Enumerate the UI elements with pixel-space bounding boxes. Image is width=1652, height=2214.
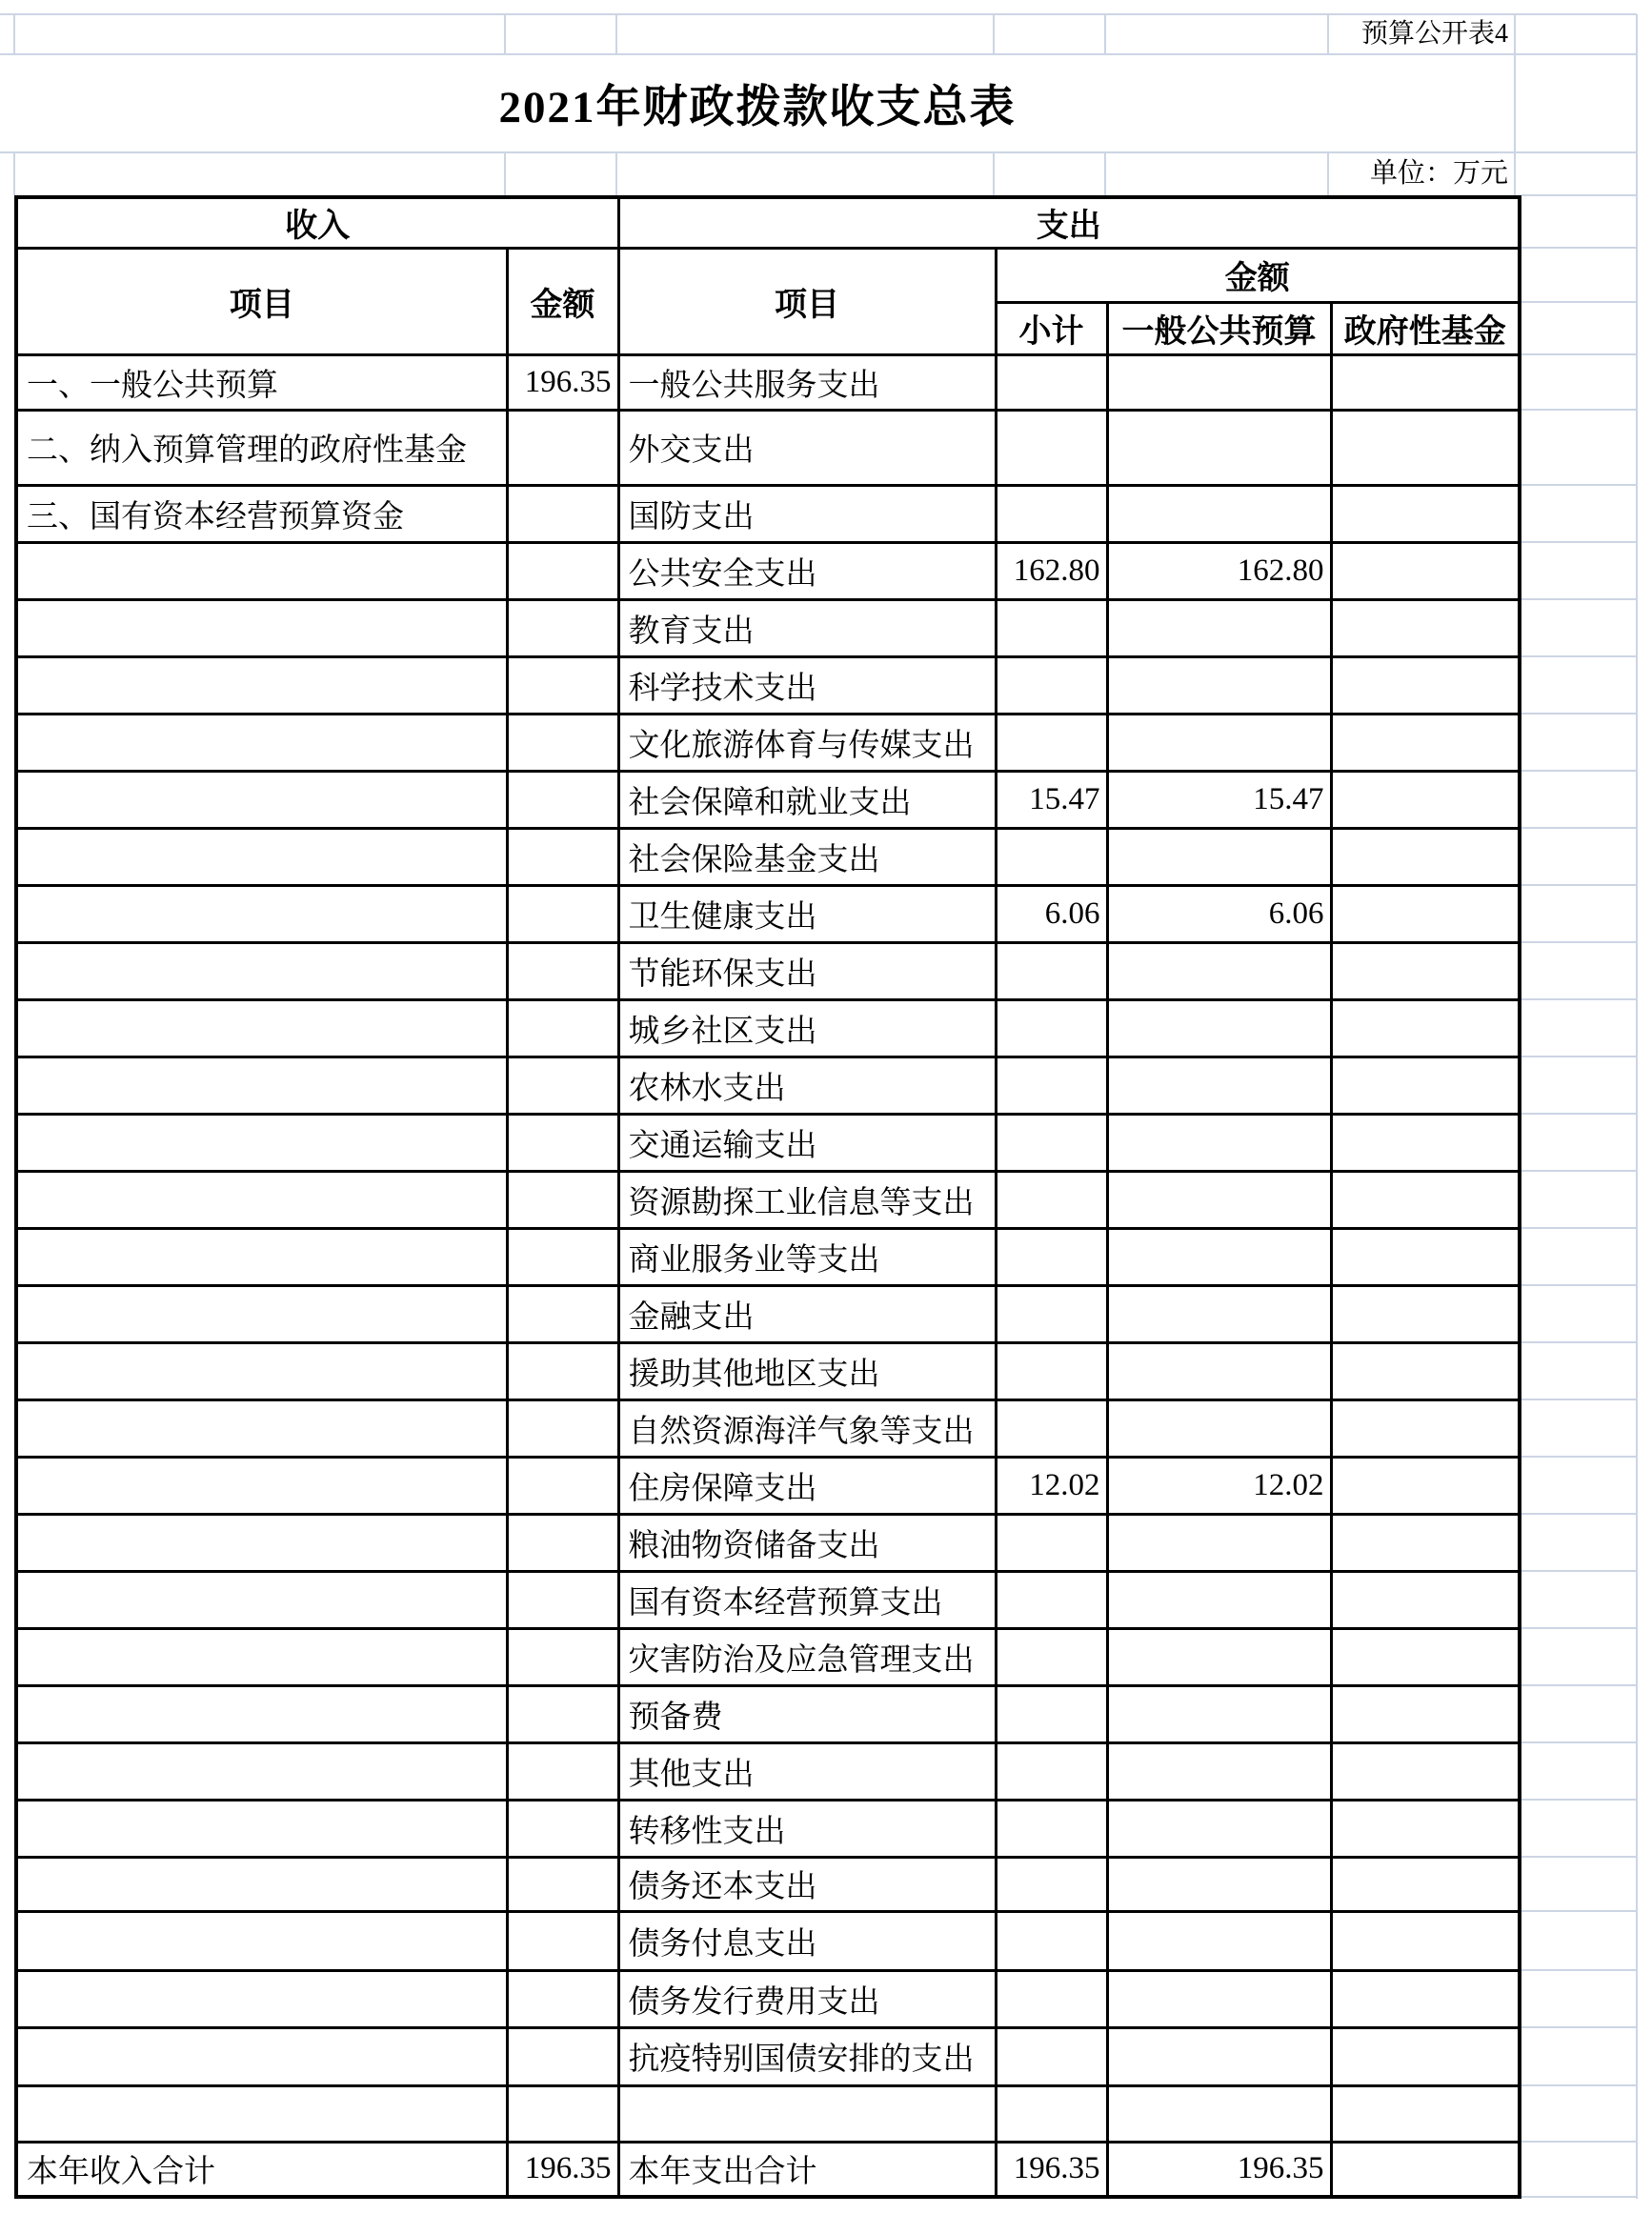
expenditure-item-cell: 债务发行费用支出 (618, 1970, 996, 2027)
subtotal-cell (996, 1685, 1107, 1742)
expenditure-item-cell: 灾害防治及应急管理支出 (618, 1628, 996, 1685)
general-public-budget-cell (1107, 1285, 1331, 1342)
revenue-item-cell (16, 1571, 507, 1628)
government-fund-cell (1331, 999, 1520, 1057)
revenue-amount-cell (507, 1285, 618, 1342)
revenue-item-cell (16, 828, 507, 885)
subtotal-cell (996, 1514, 1107, 1571)
general-public-budget-cell: 196.35 (1107, 2142, 1331, 2197)
general-public-budget-cell (1107, 1800, 1331, 1857)
revenue-item-cell (16, 885, 507, 942)
gridline-v (13, 152, 15, 195)
gridline-v (1327, 152, 1329, 195)
table-row (16, 828, 1520, 885)
government-fund-cell (1331, 1457, 1520, 1514)
government-fund-cell (1331, 2142, 1520, 2197)
gridline-v (615, 14, 617, 54)
revenue-item-cell: 三、国有资本经营预算资金 (16, 485, 507, 542)
revenue-item-cell (16, 2027, 507, 2085)
expenditure-item-cell: 国防支出 (618, 485, 996, 542)
table-row (16, 599, 1520, 656)
revenue-item-cell (16, 1057, 507, 1114)
subtotal-cell (996, 354, 1107, 410)
gridline-v (1514, 152, 1516, 195)
expenditure-item-cell: 一般公共服务支出 (618, 354, 996, 410)
government-fund-cell (1331, 656, 1520, 714)
gridline-v (504, 152, 506, 195)
gridline-v (1104, 152, 1106, 195)
subtotal-cell (996, 1628, 1107, 1685)
revenue-amount-cell (507, 771, 618, 828)
table-row (16, 542, 1520, 599)
revenue-amount-cell (507, 714, 618, 771)
revenue-amount-cell (507, 542, 618, 599)
general-public-budget-cell (1107, 1399, 1331, 1457)
gridline-h (1521, 1056, 1637, 1057)
general-public-budget-cell (1107, 942, 1331, 999)
government-fund-cell (1331, 1857, 1520, 1911)
header-row-columns (16, 248, 1520, 302)
table-row (16, 1970, 1520, 2027)
general-public-budget-cell (1107, 1911, 1331, 1970)
revenue-amount-cell (507, 1911, 618, 1970)
revenue-amount-cell (507, 1171, 618, 1228)
gridline-h (0, 13, 1637, 15)
government-fund-cell (1331, 485, 1520, 542)
gridline-v (1636, 14, 1638, 2199)
expenditure-item-cell: 卫生健康支出 (618, 885, 996, 942)
revenue-amount-cell (507, 1342, 618, 1399)
subtotal-cell (996, 1970, 1107, 2027)
gridline-h (1521, 1284, 1637, 1286)
report-title: 2021年财政拨款收支总表 (498, 83, 1017, 132)
government-fund-cell (1331, 599, 1520, 656)
gridline-v (615, 152, 617, 195)
subtotal-cell (996, 485, 1107, 542)
government-fund-cell (1331, 1285, 1520, 1342)
expenditure-item-cell: 农林水支出 (618, 1057, 996, 1114)
expenditure-item-cell (618, 2085, 996, 2142)
general-public-budget-cell (1107, 2027, 1331, 2085)
government-fund-cell (1331, 1911, 1520, 1970)
revenue-amount-cell (507, 1399, 618, 1457)
table-row (16, 1457, 1520, 1514)
table-row (16, 885, 1520, 942)
gridline-h (1521, 2026, 1637, 2028)
revenue-item-cell (16, 1228, 507, 1285)
expenditure-item-cell: 抗疫特别国债安排的支出 (618, 2027, 996, 2085)
subtotal-cell (996, 1114, 1107, 1171)
gridline-h (1521, 541, 1637, 543)
government-fund-cell (1331, 1114, 1520, 1171)
government-fund-cell (1331, 1171, 1520, 1228)
general-public-budget-cell (1107, 1628, 1331, 1685)
expenditure-item-cell: 社会保障和就业支出 (618, 771, 996, 828)
expenditure-item-cell: 本年支出合计 (618, 2142, 996, 2197)
gridline-h (1521, 655, 1637, 657)
subtotal-cell (996, 1399, 1107, 1457)
table-row (16, 1342, 1520, 1399)
revenue-amount-cell (507, 1114, 618, 1171)
gridline-h (1521, 598, 1637, 600)
revenue-item-cell: 本年收入合计 (16, 2142, 507, 2197)
gridline-h (1521, 1969, 1637, 1971)
government-fund-cell (1331, 2085, 1520, 2142)
subtotal-cell (996, 656, 1107, 714)
revenue-amount-cell: 196.35 (507, 354, 618, 410)
gridline-v (13, 14, 15, 54)
revenue-item-cell (16, 942, 507, 999)
expenditure-item-cell: 教育支出 (618, 599, 996, 656)
subtotal-cell: 15.47 (996, 771, 1107, 828)
subtotal-cell (996, 1228, 1107, 1285)
revenue-item-cell (16, 1285, 507, 1342)
revenue-amount-cell (507, 656, 618, 714)
table-row (16, 714, 1520, 771)
revenue-amount-cell (507, 1228, 618, 1285)
expenditure-item-cell: 城乡社区支出 (618, 999, 996, 1057)
expenditure-amount-header: 金额 (996, 248, 1520, 302)
general-public-budget-cell: 12.02 (1107, 1457, 1331, 1514)
subtotal-cell: 162.80 (996, 542, 1107, 599)
expenditure-item-cell: 转移性支出 (618, 1800, 996, 1857)
revenue-amount-cell: 196.35 (507, 2142, 618, 2197)
revenue-amount-cell (507, 1800, 618, 1857)
expenditure-item-header: 项目 (618, 248, 996, 354)
expenditure-item-cell: 预备费 (618, 1685, 996, 1742)
budget-table-body (16, 354, 1520, 2197)
table-row (16, 1800, 1520, 1857)
gridline-h (1521, 1513, 1637, 1515)
gridline-h (0, 151, 1637, 153)
table-row (16, 2085, 1520, 2142)
gridline-h (1521, 1684, 1637, 1686)
gridline-v (1104, 14, 1106, 54)
general-public-budget-cell (1107, 410, 1331, 485)
table-row (16, 485, 1520, 542)
general-public-budget-cell (1107, 1171, 1331, 1228)
expenditure-item-cell: 公共安全支出 (618, 542, 996, 599)
table-row (16, 1911, 1520, 1970)
subtotal-cell (996, 1057, 1107, 1114)
subtotal-cell (996, 828, 1107, 885)
government-fund-cell (1331, 771, 1520, 828)
expenditure-item-cell: 文化旅游体育与传媒支出 (618, 714, 996, 771)
gridline-h (1521, 770, 1637, 772)
revenue-group-header: 收入 (16, 197, 618, 248)
revenue-amount-cell (507, 885, 618, 942)
revenue-amount-cell (507, 410, 618, 485)
table-row (16, 1685, 1520, 1742)
revenue-item-cell (16, 1342, 507, 1399)
subtotal-cell (996, 1571, 1107, 1628)
revenue-amount-cell (507, 999, 618, 1057)
revenue-amount-cell (507, 1742, 618, 1800)
revenue-item-cell: 二、纳入预算管理的政府性基金 (16, 410, 507, 485)
subtotal-cell: 6.06 (996, 885, 1107, 942)
government-fund-cell (1331, 942, 1520, 999)
expenditure-item-cell: 国有资本经营预算支出 (618, 1571, 996, 1628)
expenditure-item-cell: 节能环保支出 (618, 942, 996, 999)
subtotal-cell (996, 2027, 1107, 2085)
table-row (16, 1285, 1520, 1342)
general-public-budget-cell (1107, 828, 1331, 885)
gridline-h (1521, 194, 1637, 196)
sheet-tag: 预算公开表4 (1360, 19, 1508, 49)
subtotal-cell: 12.02 (996, 1457, 1107, 1514)
header-row-groups (16, 197, 1520, 248)
revenue-item-cell (16, 1171, 507, 1228)
revenue-amount-cell (507, 1685, 618, 1742)
subtotal-cell (996, 599, 1107, 656)
government-fund-cell (1331, 542, 1520, 599)
gridline-v (993, 152, 995, 195)
revenue-amount-header: 金额 (507, 248, 618, 354)
general-public-budget-cell (1107, 656, 1331, 714)
government-fund-cell (1331, 1399, 1520, 1457)
expenditure-item-cell: 外交支出 (618, 410, 996, 485)
revenue-amount-cell (507, 599, 618, 656)
table-row (16, 1514, 1520, 1571)
gridline-h (1521, 409, 1637, 411)
budget-table (14, 195, 1521, 2199)
general-public-budget-cell: 6.06 (1107, 885, 1331, 942)
revenue-item-cell (16, 1514, 507, 1571)
table-row (16, 1742, 1520, 1800)
government-fund-cell (1331, 885, 1520, 942)
revenue-amount-cell (507, 1571, 618, 1628)
revenue-item-cell (16, 1970, 507, 2027)
table-row (16, 656, 1520, 714)
government-fund-cell (1331, 1514, 1520, 1571)
gridline-h (1521, 1113, 1637, 1115)
subtotal-cell (996, 1911, 1107, 1970)
subtotal-header: 小计 (996, 302, 1107, 354)
revenue-item-cell: 一、一般公共预算 (16, 354, 507, 410)
revenue-amount-cell (507, 1628, 618, 1685)
subtotal-cell (996, 2085, 1107, 2142)
general-public-budget-cell (1107, 1685, 1331, 1742)
government-fund-cell (1331, 354, 1520, 410)
gridline-v (1514, 54, 1516, 152)
expenditure-item-cell: 金融支出 (618, 1285, 996, 1342)
gridline-h (1521, 301, 1637, 303)
gridline-h (1521, 1341, 1637, 1343)
revenue-item-cell (16, 1114, 507, 1171)
expenditure-item-cell: 交通运输支出 (618, 1114, 996, 1171)
gridline-h (1521, 1799, 1637, 1801)
government-fund-cell (1331, 1685, 1520, 1742)
revenue-item-cell (16, 1628, 507, 1685)
subtotal-cell (996, 1800, 1107, 1857)
subtotal-cell (996, 410, 1107, 485)
subtotal-cell (996, 1285, 1107, 1342)
general-public-budget-cell (1107, 999, 1331, 1057)
gridline-v (993, 14, 995, 54)
revenue-amount-cell (507, 2027, 618, 2085)
table-row (16, 1171, 1520, 1228)
general-public-budget-cell (1107, 1970, 1331, 2027)
table-row (16, 410, 1520, 485)
gridline-h (1521, 1910, 1637, 1912)
government-fund-cell (1331, 1800, 1520, 1857)
subtotal-cell (996, 999, 1107, 1057)
revenue-item-cell (16, 1399, 507, 1457)
table-row (16, 1571, 1520, 1628)
general-public-budget-cell (1107, 354, 1331, 410)
general-public-budget-cell (1107, 1857, 1331, 1911)
revenue-amount-cell (507, 2085, 618, 2142)
subtotal-cell (996, 714, 1107, 771)
subtotal-cell (996, 1742, 1107, 1800)
general-public-budget-cell (1107, 1571, 1331, 1628)
table-row (16, 354, 1520, 410)
subtotal-cell: 196.35 (996, 2142, 1107, 2197)
general-public-budget-cell (1107, 1114, 1331, 1171)
government-fund-header: 政府性基金 (1331, 302, 1520, 354)
revenue-item-cell (16, 1800, 507, 1857)
table-row (16, 999, 1520, 1057)
subtotal-cell (996, 1857, 1107, 1911)
government-fund-cell (1331, 1628, 1520, 1685)
table-row (16, 1628, 1520, 1685)
expenditure-item-cell: 资源勘探工业信息等支出 (618, 1171, 996, 1228)
general-public-budget-cell (1107, 1057, 1331, 1114)
gridline-h (1521, 941, 1637, 943)
general-public-budget-header: 一般公共预算 (1107, 302, 1331, 354)
expenditure-item-cell: 住房保障支出 (618, 1457, 996, 1514)
general-public-budget-cell (1107, 1228, 1331, 1285)
revenue-item-cell (16, 999, 507, 1057)
government-fund-cell (1331, 1571, 1520, 1628)
gridline-h (1521, 247, 1637, 249)
expenditure-item-cell: 商业服务业等支出 (618, 1228, 996, 1285)
table-row (16, 2027, 1520, 2085)
expenditure-group-header: 支出 (618, 197, 1520, 248)
table-row (16, 942, 1520, 999)
gridline-h (0, 53, 1637, 55)
expenditure-item-cell: 援助其他地区支出 (618, 1342, 996, 1399)
gridline-h (1521, 1399, 1637, 1400)
government-fund-cell (1331, 1342, 1520, 1399)
government-fund-cell (1331, 714, 1520, 771)
table-row (16, 1114, 1520, 1171)
table-row (16, 1857, 1520, 1911)
general-public-budget-cell: 162.80 (1107, 542, 1331, 599)
expenditure-item-cell: 科学技术支出 (618, 656, 996, 714)
gridline-h (1521, 1570, 1637, 1572)
table-row (16, 1057, 1520, 1114)
revenue-item-cell (16, 771, 507, 828)
gridline-h (1521, 2196, 1637, 2198)
expenditure-item-cell: 自然资源海洋气象等支出 (618, 1399, 996, 1457)
expenditure-item-cell: 债务还本支出 (618, 1857, 996, 1911)
government-fund-cell (1331, 1970, 1520, 2027)
general-public-budget-cell (1107, 2085, 1331, 2142)
government-fund-cell (1331, 1228, 1520, 1285)
gridline-h (1521, 1627, 1637, 1629)
revenue-amount-cell (507, 828, 618, 885)
revenue-item-cell (16, 2085, 507, 2142)
revenue-item-cell (16, 714, 507, 771)
general-public-budget-cell (1107, 599, 1331, 656)
general-public-budget-cell (1107, 485, 1331, 542)
expenditure-item-cell: 其他支出 (618, 1742, 996, 1800)
gridline-h (1521, 484, 1637, 486)
gridline-h (1521, 2084, 1637, 2086)
general-public-budget-cell (1107, 1514, 1331, 1571)
revenue-item-header: 项目 (16, 248, 507, 354)
unit-note: 单位：万元 (1369, 158, 1508, 189)
subtotal-cell (996, 1171, 1107, 1228)
gridline-h (1521, 1227, 1637, 1229)
general-public-budget-cell (1107, 1342, 1331, 1399)
subtotal-cell (996, 1342, 1107, 1399)
gridline-h (1521, 2141, 1637, 2143)
table-row (16, 771, 1520, 828)
expenditure-item-cell: 债务付息支出 (618, 1911, 996, 1970)
revenue-item-cell (16, 1685, 507, 1742)
table-total-row (16, 2142, 1520, 2197)
revenue-item-cell (16, 1742, 507, 1800)
revenue-item-cell (16, 599, 507, 656)
general-public-budget-cell: 15.47 (1107, 771, 1331, 828)
revenue-item-cell (16, 542, 507, 599)
general-public-budget-cell (1107, 714, 1331, 771)
gridline-v (1514, 14, 1516, 54)
revenue-item-cell (16, 1911, 507, 1970)
revenue-amount-cell (507, 1970, 618, 2027)
government-fund-cell (1331, 2027, 1520, 2085)
revenue-amount-cell (507, 1514, 618, 1571)
government-fund-cell (1331, 828, 1520, 885)
budget-table-header (16, 197, 1520, 354)
government-fund-cell (1331, 1742, 1520, 1800)
government-fund-cell (1331, 410, 1520, 485)
gridline-v (1327, 14, 1329, 54)
gridline-h (1521, 827, 1637, 829)
table-row (16, 1228, 1520, 1285)
revenue-amount-cell (507, 1457, 618, 1514)
gridline-h (1521, 713, 1637, 715)
government-fund-cell (1331, 1057, 1520, 1114)
expenditure-item-cell: 社会保险基金支出 (618, 828, 996, 885)
revenue-amount-cell (507, 942, 618, 999)
subtotal-cell (996, 942, 1107, 999)
general-public-budget-cell (1107, 1742, 1331, 1800)
revenue-item-cell (16, 656, 507, 714)
gridline-v (504, 14, 506, 54)
gridline-h (1521, 1856, 1637, 1858)
revenue-item-cell (16, 1857, 507, 1911)
revenue-item-cell (16, 1457, 507, 1514)
revenue-amount-cell (507, 1057, 618, 1114)
revenue-amount-cell (507, 1857, 618, 1911)
expenditure-item-cell: 粮油物资储备支出 (618, 1514, 996, 1571)
revenue-amount-cell (507, 485, 618, 542)
gridline-h (1521, 998, 1637, 1000)
table-row (16, 1399, 1520, 1457)
gridline-h (1521, 1170, 1637, 1172)
gridline-h (1521, 1456, 1637, 1458)
gridline-h (1521, 353, 1637, 355)
gridline-h (1521, 884, 1637, 886)
gridline-h (1521, 1741, 1637, 1743)
